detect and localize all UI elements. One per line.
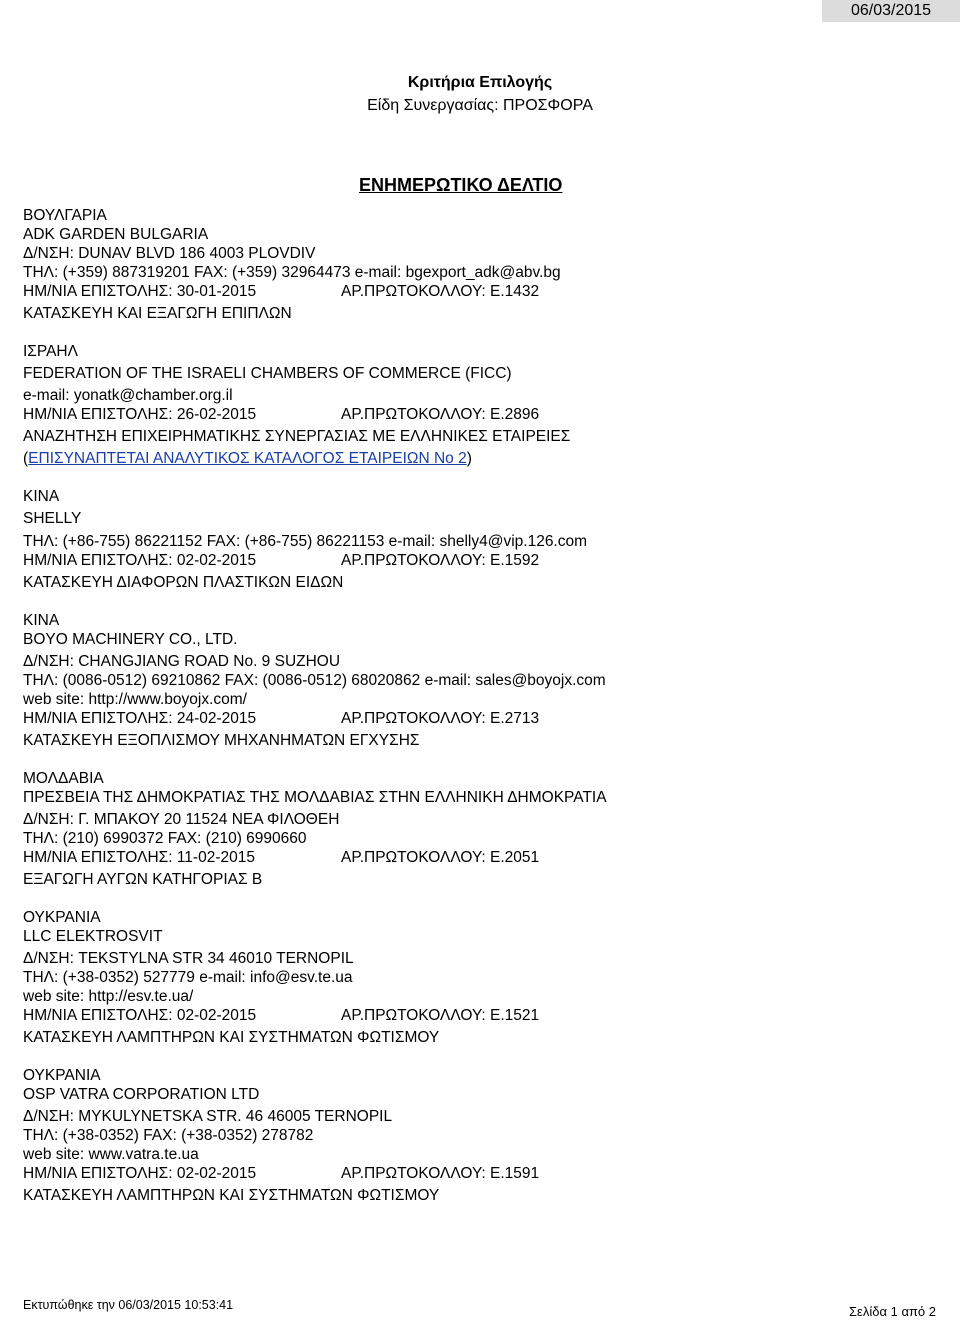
entry-contact: ΤΗΛ: (+86-755) 86221152 FAX: (+86-755) 86221153 e-mail: shelly4@vip.126.com bbox=[23, 533, 588, 550]
entry-date-row bbox=[23, 1006, 943, 1025]
entry-web: web site: http://esv.te.ua/ bbox=[23, 988, 194, 1005]
entry-bulgaria-adk bbox=[23, 206, 943, 323]
entry-company: BOYO MACHINERY CO., LTD. bbox=[23, 631, 238, 648]
printed-timestamp: Εκτυπώθηκε την 06/03/2015 10:53:41 bbox=[23, 1298, 234, 1312]
entry-company: LLC ELEKTROSVIT bbox=[23, 928, 163, 945]
criteria-subtitle: Είδη Συνεργασίας: ΠΡΟΣΦΟΡΑ bbox=[367, 97, 593, 114]
entry-country: ΙΣΡΑΗΛ bbox=[23, 343, 78, 360]
entry-country: ΒΟΥΛΓΑΡΙΑ bbox=[23, 207, 107, 224]
entry-description: ΚΑΤΑΣΚΕΥΗ ΕΞΟΠΛΙΣΜΟΥ ΜΗΧΑΝΗΜΑΤΩΝ ΕΓΧΥΣΗΣ bbox=[23, 732, 420, 749]
entry-company: OSP VATRA CORPORATION LTD bbox=[23, 1086, 260, 1103]
entry-date: ΗΜ/ΝΙΑ ΕΠΙΣΤΟΛΗΣ: 24-02-2015 bbox=[23, 710, 257, 727]
entry-contact: ΤΗΛ: (+359) 887319201 FAX: (+359) 32964473 e-mail: bgexport_adk@abv.bg bbox=[23, 264, 561, 281]
header-date: 06/03/2015 bbox=[822, 0, 960, 22]
entry-address: Δ/ΝΣΗ: DUNAV BLVD 186 4003 PLOVDIV bbox=[23, 245, 316, 262]
entry-description: ΕΞΑΓΩΓΗ ΑΥΓΩΝ ΚΑΤΗΓΟΡΙΑΣ Β bbox=[23, 871, 263, 888]
entry-date-row bbox=[23, 405, 943, 424]
entry-description: ΚΑΤΑΣΚΕΥΗ ΔΙΑΦΟΡΩΝ ΠΛΑΣΤΙΚΩΝ ΕΙΔΩΝ bbox=[23, 574, 344, 591]
entry-description: ΚΑΤΑΣΚΕΥΗ ΛΑΜΠΤΗΡΩΝ ΚΑΙ ΣΥΣΤΗΜΑΤΩΝ ΦΩΤΙΣΜΟΥ bbox=[23, 1187, 440, 1204]
entry-address: Δ/ΝΣΗ: Γ. ΜΠΑΚΟΥ 20 11524 ΝΕΑ ΦΙΛΟΘΕΗ bbox=[23, 811, 340, 828]
entry-description: ΚΑΤΑΣΚΕΥΗ ΚΑΙ ΕΞΑΓΩΓΗ ΕΠΙΠΛΩΝ bbox=[23, 305, 292, 322]
entry-protocol: ΑΡ.ΠΡΩΤΟΚΟΛΛΟΥ: Ε.1521 bbox=[341, 1007, 540, 1024]
entry-description: ΚΑΤΑΣΚΕΥΗ ΛΑΜΠΤΗΡΩΝ ΚΑΙ ΣΥΣΤΗΜΑΤΩΝ ΦΩΤΙΣΜΟΥ bbox=[23, 1029, 440, 1046]
entry-country: ΟΥΚΡΑΝΙΑ bbox=[23, 1067, 101, 1084]
entry-israel-ficc bbox=[23, 342, 943, 468]
entry-contact: ΤΗΛ: (+38-0352) 527779 e-mail: info@esv.te.ua bbox=[23, 969, 353, 986]
entry-protocol: ΑΡ.ΠΡΩΤΟΚΟΛΛΟΥ: Ε.2713 bbox=[341, 710, 540, 727]
entry-address: Δ/ΝΣΗ: MYKULYNETSKA STR. 46 46005 TERNOPIL bbox=[23, 1108, 393, 1125]
entry-company: ADK GARDEN BULGARIA bbox=[23, 226, 209, 243]
entry-protocol: ΑΡ.ΠΡΩΤΟΚΟΛΛΟΥ: Ε.2896 bbox=[341, 406, 540, 423]
entry-moldova-embassy bbox=[23, 769, 943, 889]
entry-web: web site: www.vatra.te.ua bbox=[23, 1146, 199, 1163]
entry-protocol: ΑΡ.ΠΡΩΤΟΚΟΛΛΟΥ: Ε.1592 bbox=[341, 552, 540, 569]
entry-protocol: ΑΡ.ΠΡΩΤΟΚΟΛΛΟΥ: Ε.2051 bbox=[341, 849, 540, 866]
entry-date: ΗΜ/ΝΙΑ ΕΠΙΣΤΟΛΗΣ: 02-02-2015 bbox=[23, 1007, 257, 1024]
entry-date: ΗΜ/ΝΙΑ ΕΠΙΣΤΟΛΗΣ: 02-02-2015 bbox=[23, 552, 257, 569]
entry-date-row bbox=[23, 551, 943, 570]
attachment-link[interactable]: ΕΠΙΣΥΝΑΠΤΕΤΑΙ ΑΝΑΛΥΤΙΚΟΣ ΚΑΤΑΛΟΓΟΣ ΕΤΑΙΡΕΙΩΝ Νο 2 bbox=[28, 450, 467, 467]
entry-china-shelly bbox=[23, 487, 943, 592]
entry-web: web site: http://www.boyojx.com/ bbox=[23, 691, 247, 708]
entry-contact: ΤΗΛ: (210) 6990372 FAX: (210) 6990660 bbox=[23, 830, 307, 847]
entry-description: ΑΝΑΖΗΤΗΣΗ ΕΠΙΧΕΙΡΗΜΑΤΙΚΗΣ ΣΥΝΕΡΓΑΣΙΑΣ ΜΕ ΕΛΛΗΝΙΚΕΣ ΕΤΑΙΡΕΙΕΣ bbox=[23, 428, 571, 445]
entry-company: FEDERATION OF THE ISRAELI CHAMBERS OF COMMERCE (FICC) bbox=[23, 365, 512, 382]
entry-country: ΟΥΚΡΑΝΙΑ bbox=[23, 909, 101, 926]
document-title: ΕΝΗΜΕΡΩΤΙΚΟ ΔΕΛΤΙΟ bbox=[359, 175, 563, 195]
entry-date: ΗΜ/ΝΙΑ ΕΠΙΣΤΟΛΗΣ: 02-02-2015 bbox=[23, 1165, 257, 1182]
entry-date-row bbox=[23, 1164, 943, 1183]
entry-company: ΠΡΕΣΒΕΙΑ ΤΗΣ ΔΗΜΟΚΡΑΤΙΑΣ ΤΗΣ ΜΟΛΔΑΒΙΑΣ ΣΤΗΝ ΕΛΛΗΝΙΚΗ ΔΗΜΟΚΡΑΤΙΑ bbox=[23, 789, 607, 806]
entry-contact: ΤΗΛ: (0086-0512) 69210862 FAX: (0086-0512) 68020862 e-mail: sales@boyojx.com bbox=[23, 672, 606, 689]
page-number: Σελίδα 1 από 2 bbox=[849, 1304, 936, 1319]
entry-address: Δ/ΝΣΗ: TEKSTYLNA STR 34 46010 TERNOPIL bbox=[23, 950, 354, 967]
entry-contact: ΤΗΛ: (+38-0352) FAX: (+38-0352) 278782 bbox=[23, 1127, 314, 1144]
criteria-title: Κριτήρια Επιλογής bbox=[407, 74, 553, 91]
entry-date-row bbox=[23, 709, 943, 728]
entry-country: ΚΙΝΑ bbox=[23, 612, 60, 629]
entry-ukraine-elektrosvit bbox=[23, 908, 943, 1047]
entry-date: ΗΜ/ΝΙΑ ΕΠΙΣΤΟΛΗΣ: 11-02-2015 bbox=[23, 849, 255, 866]
entry-date-row bbox=[23, 282, 943, 301]
entry-ukraine-vatra bbox=[23, 1066, 943, 1205]
entry-protocol: ΑΡ.ΠΡΩΤΟΚΟΛΛΟΥ: Ε.1432 bbox=[341, 283, 540, 300]
entry-country: ΚΙΝΑ bbox=[23, 488, 60, 505]
entry-china-boyo bbox=[23, 611, 943, 750]
entries-list bbox=[23, 206, 943, 1224]
entry-country: ΜΟΛΔΑΒΙΑ bbox=[23, 770, 104, 787]
entry-date: ΗΜ/ΝΙΑ ΕΠΙΣΤΟΛΗΣ: 26-02-2015 bbox=[23, 406, 257, 423]
entry-company: SHELLY bbox=[23, 510, 82, 527]
entry-protocol: ΑΡ.ΠΡΩΤΟΚΟΛΛΟΥ: Ε.1591 bbox=[341, 1165, 540, 1182]
entry-note: (ΕΠΙΣΥΝΑΠΤΕΤΑΙ ΑΝΑΛΥΤΙΚΟΣ ΚΑΤΑΛΟΓΟΣ ΕΤΑΙΡΕΙΩΝ Νο 2) bbox=[23, 450, 472, 467]
entry-contact: e-mail: yonatk@chamber.org.il bbox=[23, 387, 233, 404]
entry-date-row bbox=[23, 848, 943, 867]
entry-address: Δ/ΝΣΗ: CHANGJIANG ROAD No. 9 SUZHOU bbox=[23, 653, 341, 670]
entry-date: ΗΜ/ΝΙΑ ΕΠΙΣΤΟΛΗΣ: 30-01-2015 bbox=[23, 283, 257, 300]
